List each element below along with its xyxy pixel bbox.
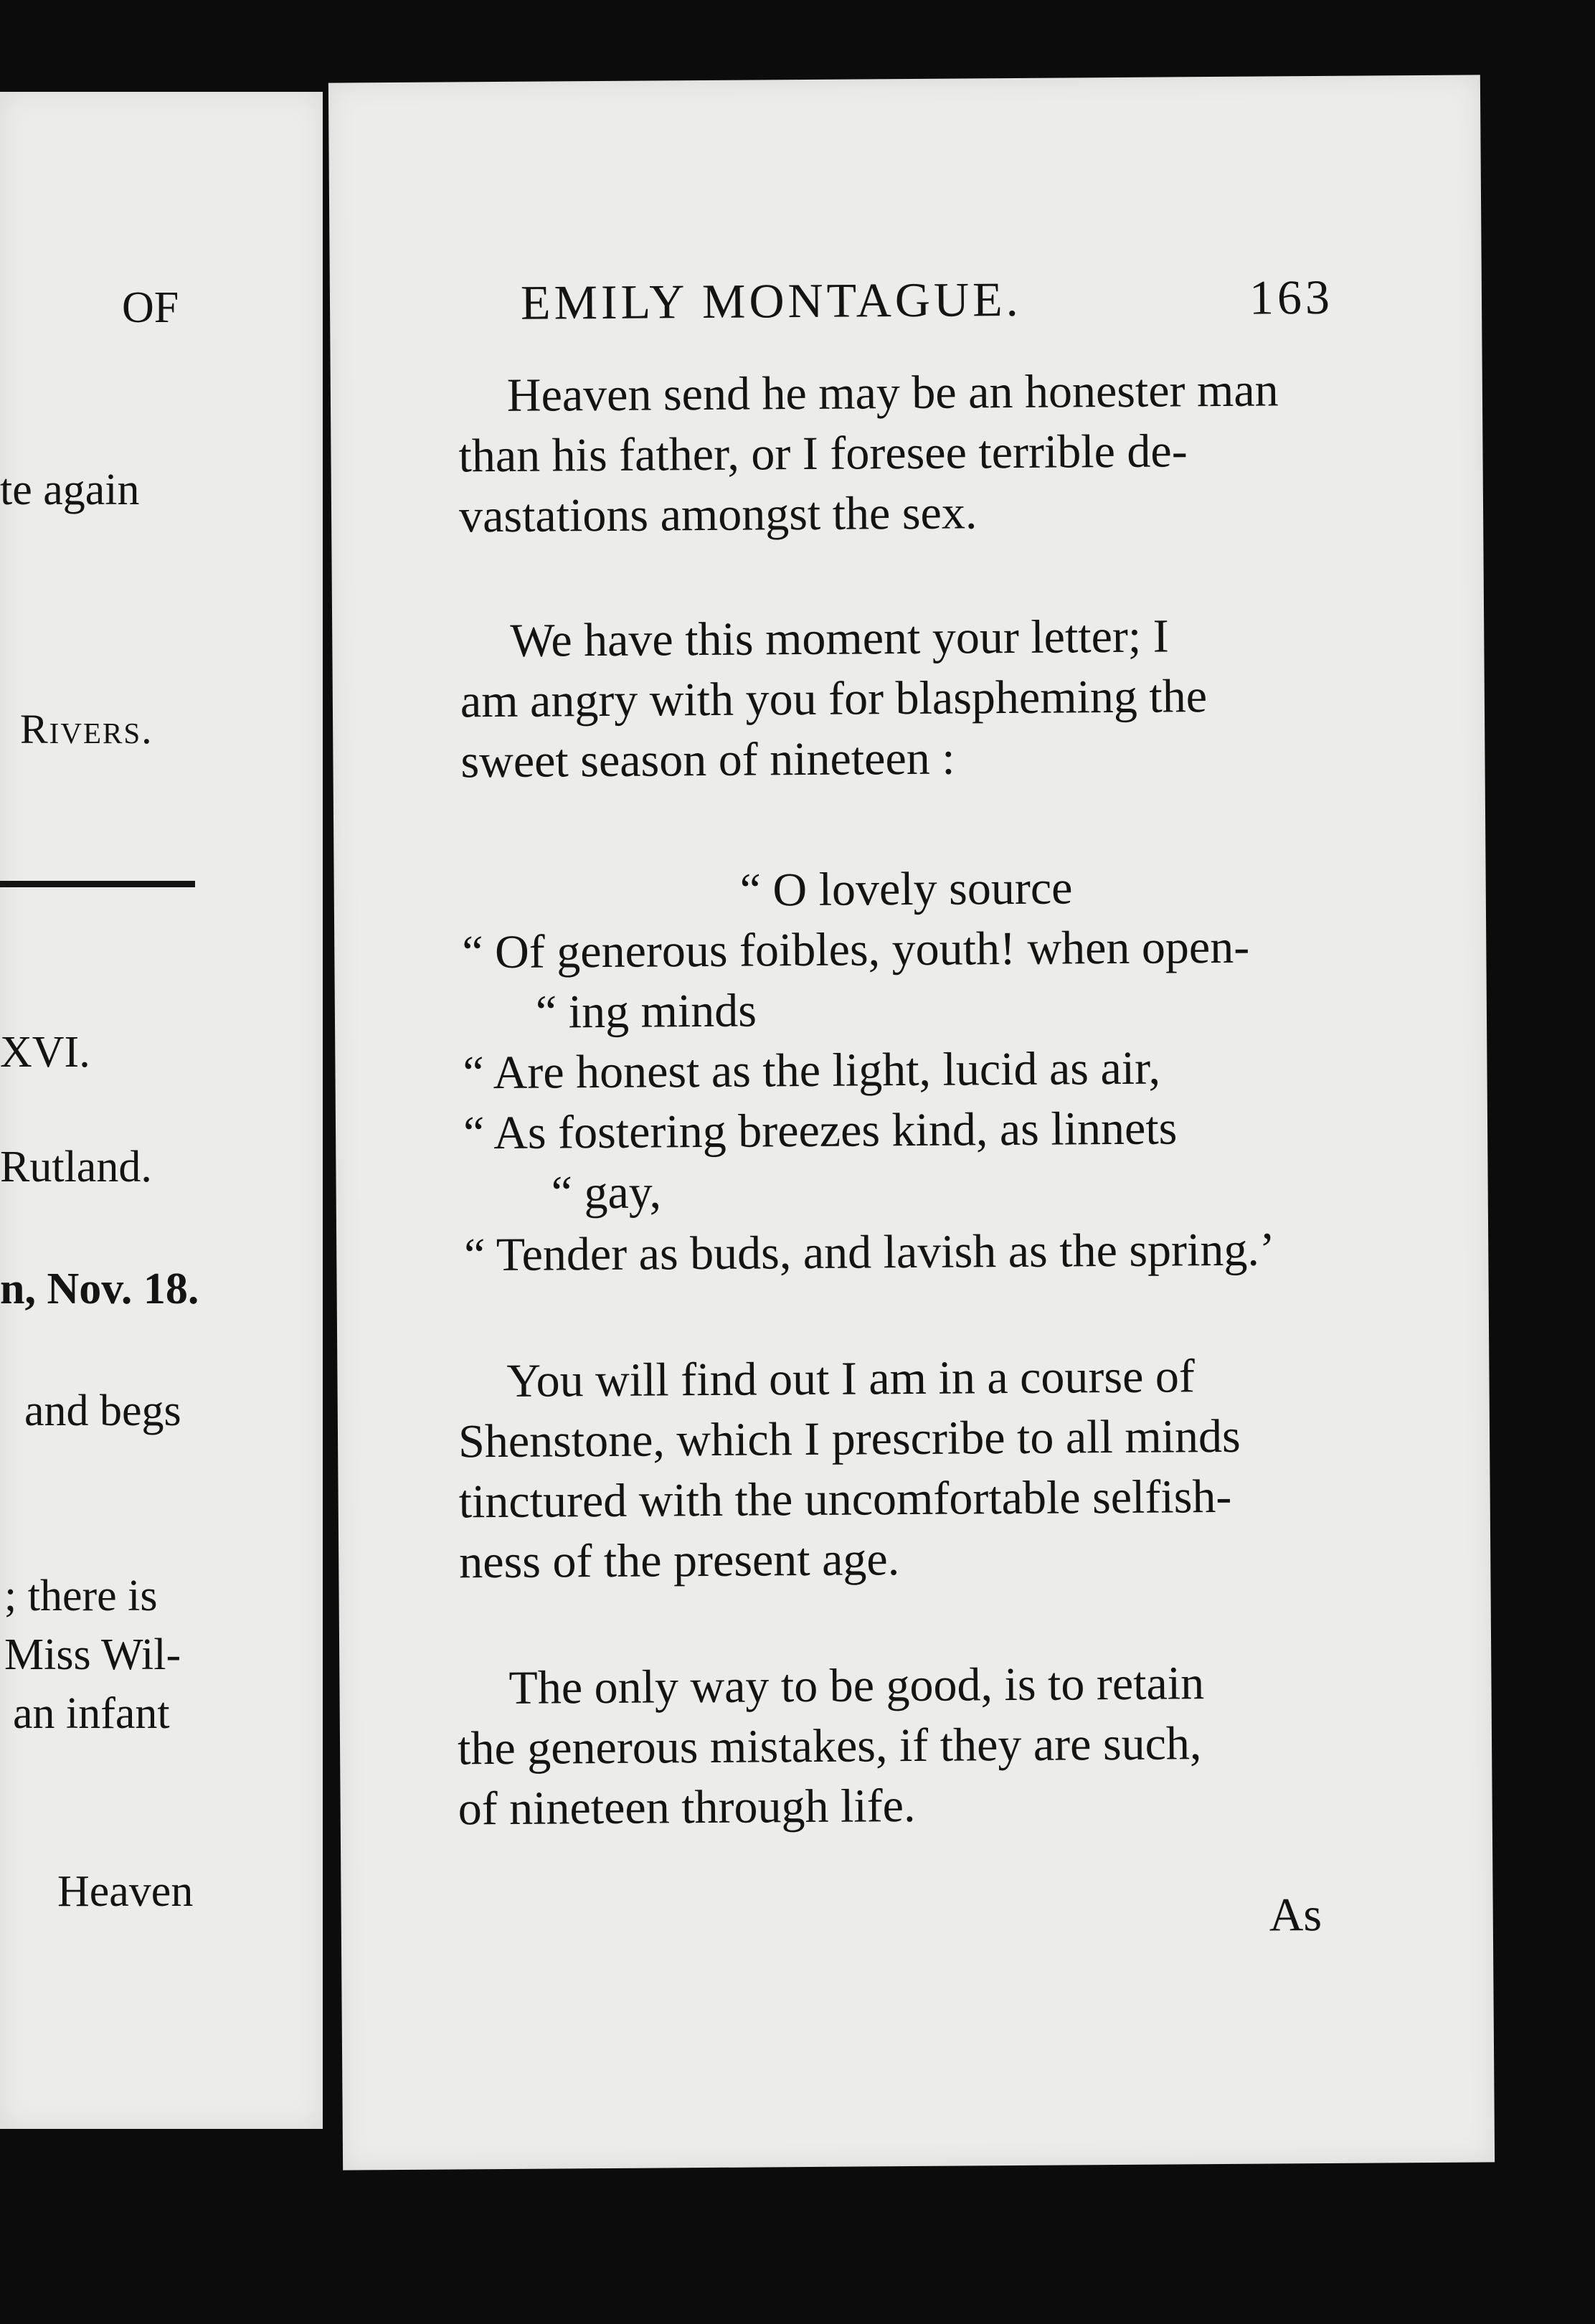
text-line: am angry with you for blaspheming the: [460, 670, 1208, 728]
left-line-9: an infant: [13, 1689, 170, 1738]
left-line-letter-number: XVI.: [0, 1028, 90, 1077]
left-line-dateline: n, Nov. 18.: [0, 1265, 199, 1313]
text-line: tinctured with the uncomfortable selfish-: [458, 1470, 1232, 1529]
right-page: [328, 75, 1495, 2170]
page-number: 163: [1249, 269, 1334, 325]
text-line: the generous mistakes, if they are such,: [457, 1717, 1202, 1775]
text-line: than his father, or I foresee terrible de-: [458, 425, 1188, 483]
text-line: of nineteen through life.: [458, 1779, 916, 1836]
text-line: You will find out I am in a course of: [506, 1350, 1196, 1407]
text-line: Heaven send he may be an honester man: [506, 364, 1279, 422]
text-line: ness of the present age.: [459, 1533, 900, 1589]
left-line-1: OF: [122, 283, 179, 332]
section-rule: [0, 881, 195, 887]
text-line: sweet season of nineteen :: [460, 732, 955, 788]
text-line: We have this moment your letter; I: [510, 610, 1169, 667]
text-line: vastations amongst the sex.: [458, 486, 978, 543]
left-line-6: and begs: [24, 1387, 181, 1435]
running-title: EMILY MONTAGUE.: [520, 271, 1022, 330]
left-line-2: te again: [0, 466, 140, 514]
left-line-catchword: Heaven: [57, 1867, 194, 1916]
left-line-7: ; there is: [4, 1572, 158, 1620]
text-line: The only way to be good, is to retain: [508, 1657, 1205, 1714]
verse-line: “ gay,: [551, 1166, 662, 1219]
left-line-addressee: Rutland.: [0, 1143, 152, 1191]
left-line-signature: Rivers.: [20, 706, 153, 752]
catchword: As: [1269, 1889, 1322, 1942]
text-line: Shenstone, which I prescribe to all minds: [458, 1409, 1241, 1468]
verse-line: “ Tender as buds, and lavish as the spring.’: [464, 1223, 1276, 1282]
verse-line: “ Are honest as the light, lucid as air,: [463, 1041, 1161, 1100]
left-page: [0, 92, 323, 2129]
verse-line: “ O lovely source: [739, 861, 1073, 917]
verse-line: “ Of generous foibles, youth! when open-: [462, 920, 1250, 979]
left-line-8: Miss Wil-: [4, 1630, 181, 1679]
verse-line: “ As fostering breezes kind, as linnets: [463, 1102, 1178, 1160]
verse-line: “ ing minds: [535, 984, 757, 1039]
